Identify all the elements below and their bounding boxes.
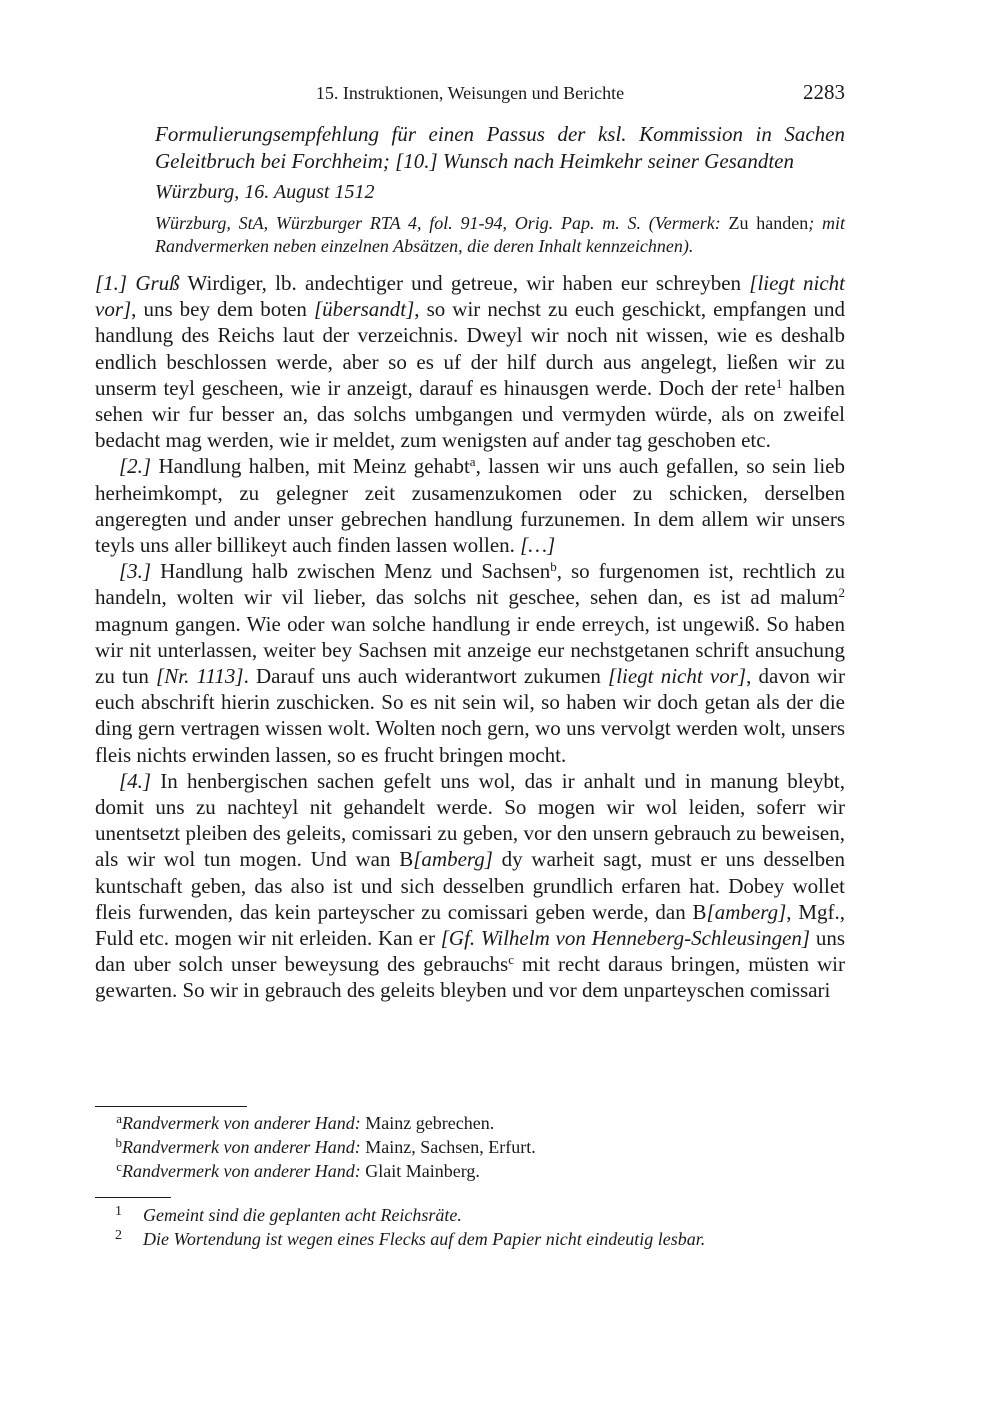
note-label: Randvermerk von anderer Hand:: [122, 1137, 361, 1157]
editorial-note: [übersandt]: [313, 297, 415, 322]
text-run: , so furgenomen ist, rechtlich zu handeln, wolten wir vil lieber, das solchs nit geschee, sehen dan, es ist ad malum: [95, 559, 845, 610]
editorial-expansion: [amberg]: [706, 899, 787, 924]
note-label: Randvermerk von anderer Hand:: [122, 1113, 361, 1133]
source-upright: Zu handen: [720, 213, 809, 233]
footnote: [95, 1203, 845, 1227]
running-header: [95, 80, 845, 108]
textual-note: [95, 1159, 845, 1183]
text-run: , lassen wir uns auch gefallen, so sein lieb herheimkompt, zu gelegner zeit zusamenzukomen oder zu schicken, derselben angeregten und ander unser gebrechen handlung furzunemen. In dem allem wir unsers teyls uns aller billikeyt auch finden lassen wollen.: [95, 454, 845, 558]
textual-note-ref[interactable]: c: [508, 952, 514, 968]
text-run: magnum gangen. Wie oder wan solche handlung ir ende erreych, ist ungewiß. So haben wir nit unterlassen, weiter bey Sachsen mit anzeige eur nechstgetanen schrift ansuchung zu tun: [95, 611, 845, 689]
note-text: Glait Mainberg.: [360, 1161, 480, 1181]
footnotes-divider: [95, 1197, 171, 1198]
note-label: Randvermerk von anderer Hand:: [122, 1161, 361, 1181]
text-run: , davon wir euch abschrift hierin zuschicken. So es nit sein wil, so haben wir doch getan als der die ding gern vertragen wissen wolt. Wolten noch gern, wo uns vervolgt werden wolt, unsers fleis nichts erwinden lassen, so es frucht bringen mocht.: [95, 664, 846, 767]
text-run: uns dan uber solch unser beweysung des gebrauchs: [95, 926, 845, 977]
text-run: mit recht daraus bringen, müsten wir gewarten. So wir in gebrauch des geleits bleyben und vor dem unparteyschen comissari: [95, 952, 845, 1003]
paragraph-label: [3.]: [119, 559, 152, 584]
footnote-number: 2: [115, 1228, 122, 1243]
text-run: . Darauf uns auch widerantwort zukumen: [243, 664, 609, 689]
paragraph-2: [95, 453, 845, 558]
text-run: In henbergischen sachen gefelt uns wol, das ir anhalt und in manung bleybt, domit uns zu nachteyl nit gehandelt werde. So mogen wir wol leiden, soferr wir unentsetzt pleiben des geleits, comissari zu geben, vor den unsern gebrauch zu beweisen, als wir wol tun mogen. Und wan B: [95, 768, 845, 872]
text-run: , Mgf., Fuld etc. mogen wir nit erleiden. Kan er: [95, 899, 845, 951]
body-text: [95, 270, 845, 1004]
editorial-note: [liegt nicht vor]: [608, 664, 747, 689]
footnote-text: Die Wortendung ist wegen eines Flecks auf dem Papier nicht eindeutig lesbar.: [143, 1229, 706, 1249]
editorial-identification: [Gf. Wilhelm von Henneberg-Schleusingen]: [440, 926, 811, 951]
cross-reference[interactable]: [Nr. 1113]: [156, 664, 244, 689]
textual-note-ref[interactable]: a: [469, 454, 476, 470]
running-title: 15. Instruktionen, Weisungen und Berichte: [315, 83, 625, 103]
paragraph-label: [1.] Gruß: [95, 271, 180, 295]
editorial-note: [liegt nicht vor]: [95, 271, 845, 322]
text-run: Handlung halb zwischen Menz und Sachsen: [151, 559, 551, 584]
document-title: Formulierungsempfehlung für einen Passus der ksl. Kommission in Sachen Geleitbruch bei Forchheim; [10.] Wunsch nach Heimkehr seiner Gesandten: [155, 122, 845, 173]
footnote-ref[interactable]: 1: [775, 375, 783, 391]
text-run: halben sehen wir fur besser an, das solchs umbgangen und vermyden würde, als on zweifel bedacht mag werden, wie ir meldet, zum wenigsten auf ander tag geschoben etc.: [95, 375, 845, 453]
textual-note: [95, 1135, 845, 1159]
note-text: Mainz, Sachsen, Erfurt.: [360, 1137, 536, 1157]
document-source: [155, 212, 845, 258]
textual-notes: [95, 1111, 845, 1183]
paragraph-label: [2.]: [119, 454, 152, 479]
source-tail: ; mit Randvermerken neben einzelnen Absätzen, die deren Inhalt kennzeichnen).: [155, 213, 845, 256]
text-run: Handlung halben, mit Meinz gehabt: [151, 454, 470, 479]
paragraph-3: [95, 558, 845, 768]
paragraph-label: [4.]: [119, 768, 152, 793]
textual-note-ref[interactable]: b: [550, 559, 557, 575]
footnotes: [95, 1203, 845, 1251]
note-mark: a: [116, 1111, 122, 1126]
textual-note: [95, 1111, 845, 1135]
footnote: [95, 1227, 845, 1251]
note-mark: c: [116, 1159, 122, 1174]
text-run: , uns bey dem boten: [131, 297, 314, 322]
paragraph-1: [95, 270, 845, 453]
text-run: Wirdiger, lb. andechtiger und getreue, wir haben eur schreyben: [179, 271, 750, 295]
omission-mark: […]: [520, 533, 556, 558]
editorial-expansion: [amberg]: [413, 847, 493, 872]
text-run: dy warheit sagt, must er uns desselben kuntschaft geben, das also ist und sich desselben grundlich erfaren hat. Dobey wollet fleis furwenden, das kein parteyscher zu comissari geben werde, dan B: [95, 847, 845, 924]
note-text: Mainz gebrechen.: [360, 1113, 495, 1133]
page-number: 2283: [803, 80, 845, 104]
text-run: , so wir nechst zu euch geschickt, empfangen und handlung des Reichs laut der verzeichnis. Dweyl wir noch nit wissen, wie es deshalb endlich beschlossen werde, aber so es uf der hilf durch aus angelegt, ließen wir zu unserm teyl gescheen, wie ir anzeigt, darauf es hinausgen werde. Doch der rete: [95, 297, 845, 400]
footnote-ref[interactable]: 2: [838, 585, 845, 601]
paragraph-4: [95, 768, 845, 1004]
note-mark: b: [115, 1135, 122, 1150]
document-date: Würzburg, 16. August 1512: [155, 181, 375, 203]
source-italic: Würzburg, StA, Würzburger RTA 4, fol. 91-94, Orig. Pap. m. S. (Vermerk:: [155, 213, 721, 233]
footnote-number: 1: [115, 1204, 122, 1219]
footnote-text: Gemeint sind die geplanten acht Reichsräte.: [143, 1205, 462, 1225]
